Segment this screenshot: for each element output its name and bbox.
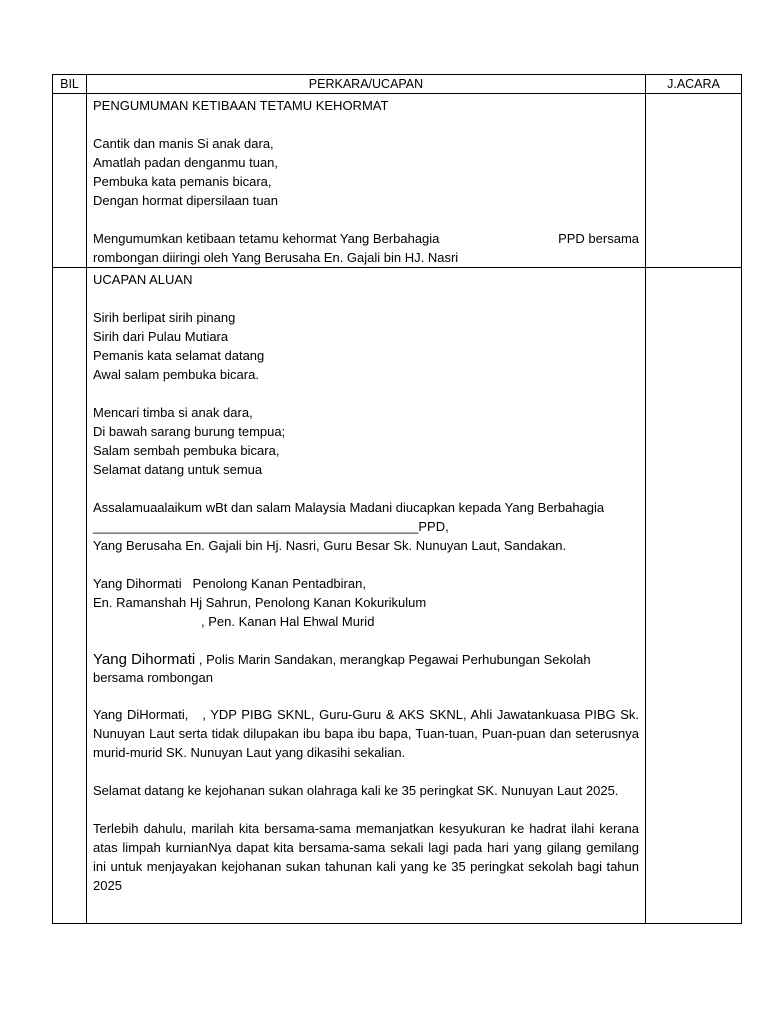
table-header-row [53,75,742,94]
bil-cell [53,268,87,924]
jacara-cell [646,94,742,268]
table-row [53,94,742,268]
polis-line: bersama rombongan [93,670,213,685]
perkara-cell [87,94,646,268]
header-perkara: PERKARA/UCAPAN [87,75,646,94]
header-jacara: J.ACARA [646,75,742,94]
announcement-line: rombongan diiringi oleh Yang Berusaha En. Gajali bin HJ. Nasri [93,250,459,265]
pantun-line: Selamat datang untuk semua [93,462,263,477]
salam-blank-line: _____________________________________________PPD, [93,519,449,534]
hormat-line: , Pen. Kanan Hal Ehwal Murid [201,614,375,629]
pantun-line: Awal salam pembuka bicara. [93,367,259,382]
polis-lead: Yang Dihormati [93,651,196,668]
salam-line: Yang Berusaha En. Gajali bin Hj. Nasri, Guru Besar Sk. Nunuyan Laut, Sandakan. [93,538,567,553]
terlebih-paragraph: Terlebih dahulu, marilah kita bersama-sama memanjatkan kesyukuran ke hadrat ilahi kerana atas limpah kurnianNya dapat kita bersama-sama sekali lagi pada hari yang gilang gemilang ini untuk menjayakan kejohanan sukan tahunan kali yang ke 35 peringkat sekolah bagi tahun 2025 [93,821,639,893]
perkara-cell [87,268,646,924]
table-row [53,268,742,924]
jacara-cell [646,268,742,924]
salam-line: Assalamuaalaikum wBt dan salam Malaysia Madani diucapkan kepada Yang Berbahagia [93,500,605,515]
pantun-line: Pemanis kata selamat datang [93,348,265,363]
ydp-paragraph: Yang DiHormati, , YDP PIBG SKNL, Guru-Guru & AKS SKNL, Ahli Jawatankuasa PIBG Sk. Nunuyan Laut serta tidak dilupakan ibu bapa ibu bapa, Tuan-tuan, Puan-puan dan seterusnya murid-murid SK. Nunuyan Laut yang dikasihi sekalian. [93,707,643,760]
announcement-ppd: PPD bersama [558,231,639,246]
pantun-line: Amatlah padan denganmu tuan, [93,155,279,170]
pantun-line: Pembuka kata pemanis bicara, [93,174,272,189]
announcement-line [93,229,639,248]
pantun-line: Salam sembah pembuka bicara, [93,443,280,458]
selamat-paragraph: Selamat datang ke kejohanan sukan olahraga kali ke 35 peringkat SK. Nunuyan Laut 2025. [93,783,619,798]
pantun-line: Sirih berlipat sirih pinang [93,310,236,325]
announcement-text: Mengumumkan ketibaan tetamu kehormat Yang Berbahagia [93,231,440,246]
bil-cell [53,94,87,268]
pantun-line: Sirih dari Pulau Mutiara [93,329,229,344]
pantun-line: Mencari timba si anak dara, [93,405,253,420]
pantun-line: Cantik dan manis Si anak dara, [93,136,274,151]
polis-rest: , Polis Marin Sandakan, merangkap Pegawai Perhubungan Sekolah [195,652,591,667]
polis-line [93,650,639,670]
section-heading: PENGUMUMAN KETIBAAN TETAMU KEHORMAT [93,98,389,113]
section-heading: UCAPAN ALUAN [93,272,193,287]
hormat-line: En. Ramanshah Hj Sahrun, Penolong Kanan Kokurikulum [93,595,427,610]
agenda-table [52,74,742,924]
pantun-line: Di bawah sarang burung tempua; [93,424,286,439]
hormat-line: Yang Dihormati Penolong Kanan Pentadbiran, [93,576,366,591]
pantun-line: Dengan hormat dipersilaan tuan [93,193,279,208]
header-bil: BIL [53,75,87,94]
